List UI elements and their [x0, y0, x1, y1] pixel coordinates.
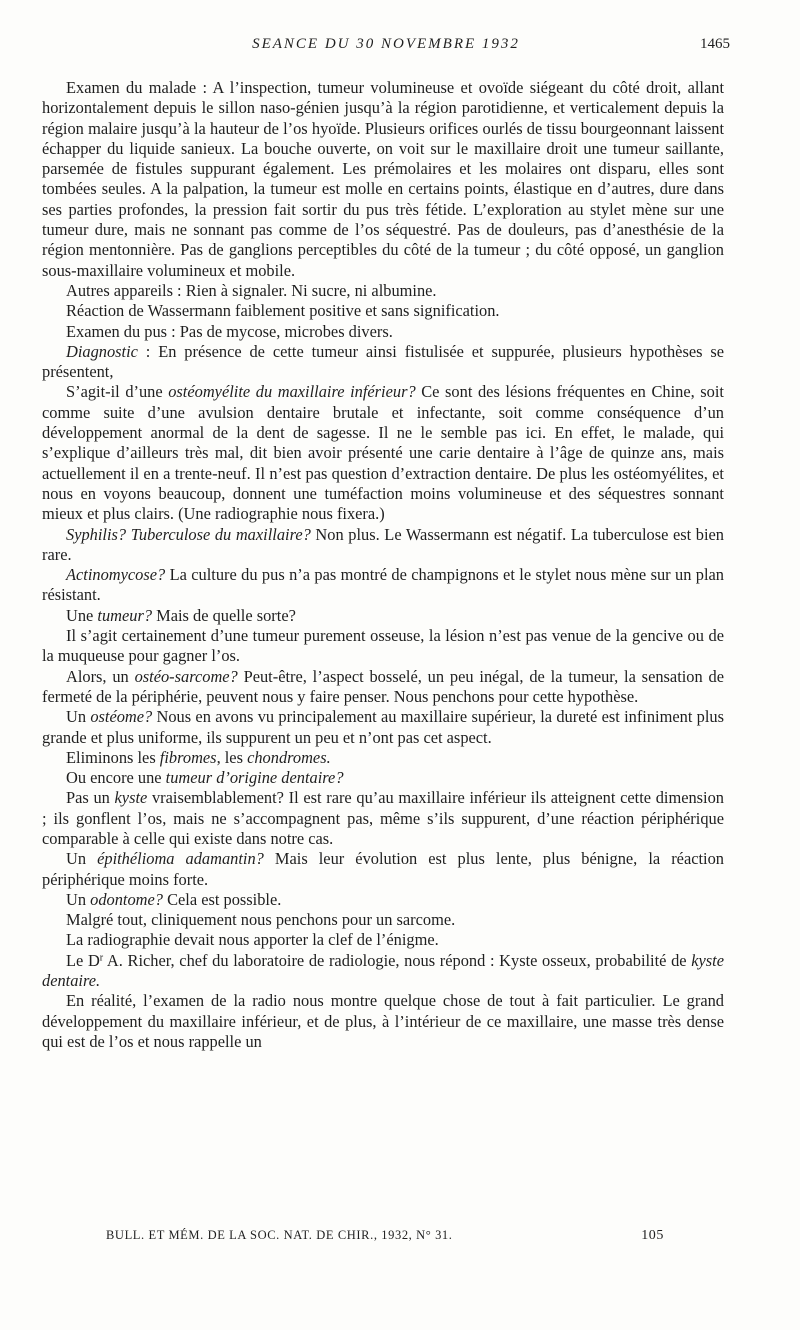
paragraph	[42, 930, 724, 950]
paragraph	[42, 910, 724, 930]
text-run: Un	[66, 889, 91, 909]
text-run: Une	[66, 605, 98, 625]
italic-text: Syphilis? Tuberculose du maxillaire?	[66, 524, 311, 544]
text-run: Alors, un	[66, 666, 135, 686]
text-run: Peut-être, l’aspect bosselé, un peu inégal, de la tumeur, la sensation de fermeté de la périphérie, peuvent nous y faire penser. Nous penchons pour cette hypothèse.	[42, 666, 724, 706]
text-run: Autres appareils : Rien à signaler. Ni sucre, ni albumine.	[66, 280, 437, 300]
text-run: Réaction de Wassermann faiblement positive et sans signification.	[66, 301, 500, 321]
paragraph	[42, 606, 724, 626]
running-title: SEANCE DU 30 NOVEMBRE 1932	[252, 36, 520, 52]
text-run: Le D	[66, 950, 100, 970]
text-run: : En présence de cette tumeur ainsi fistulisée et suppurée, plusieurs hypothèses se présentent,	[42, 341, 724, 382]
italic-text: épithélioma adamantin?	[97, 849, 264, 869]
text-run: Examen du pus : Pas de mycose, microbes divers.	[66, 321, 393, 341]
text-run: Examen du malade : A l’inspection, tumeur volumineuse et ovoïde siégeant du côté droit, allant horizontalement depuis le sillon naso-génien jusqu’à la région parotidienne, et verticalement depuis la région malaire jusqu’à la hauteur de l’os hyoïde. Plusieurs orifices ourlés de tissu bourgeonnant laissent échapper du liquide sanieux. La bouche ouverte, on voit sur le maxillaire droit une tumeur saillante, parsemée de fistules suppurant également. Les prémolaires et les molaires ont disparu, elles sont tombées seules. A la palpation, la tumeur est molle en certains points, élastique en d’autres, dure dans ses parties profondes, la pression fait sortir du pus très fétide. L’exploration au stylet mène sur une tumeur dure, mais ne sonnant pas comme de l’os séquestré. Pas de douleurs, pas d’anesthésie de la région mentonnière. Pas de ganglions perceptibles du côté de la tumeur ; du côté opposé, un ganglion sous-maxillaire volumineux et mobile.	[42, 78, 724, 280]
italic-text: chondromes.	[247, 747, 331, 767]
italic-text: ostéo-sarcome?	[134, 666, 238, 686]
page-footer	[106, 1228, 664, 1248]
text-run: Ce sont des lésions fréquentes en Chine, soit comme suite d’une avulsion dentaire brutale et infectante, soit comme conséquence d’un développement anormal de la dent de sagesse. Il ne le semble pas ici. En effet, le malade, qui s’explique d’ailleurs très mal, dit bien avoir présenté une carie dentaire à l’âge de quinze ans, mais actuellement il en a trente-neuf. Il n’est pas question d’extraction dentaire. De plus les ostéomyélites, et nous en voyons beaucoup, donnent une tuméfaction moins volumineuse et des séquestres sonnant mieux et plus clairs. (Une radiographie nous fixera.)	[42, 382, 724, 524]
text-run: Un	[66, 849, 98, 869]
text-run: En réalité, l’examen de la radio nous montre quelque chose de tout à fait particulier. Le grand développement du maxillaire inférieur, et de plus, à l’intérieur de ce maxillaire, une masse très dense qui est de l’os et nous rappelle un	[42, 991, 724, 1051]
running-header	[42, 36, 730, 60]
text-run: Nous en avons vu principalement au maxillaire supérieur, la dureté est infiniment plus grande et plus uniforme, ils suppurent un peu et n’ont pas cet aspect.	[42, 707, 724, 747]
italic-text: ostéome?	[90, 707, 153, 727]
paragraph	[42, 301, 724, 321]
superscript-text: r	[99, 952, 104, 964]
paragraph	[42, 991, 724, 1052]
paragraph	[42, 382, 724, 524]
paragraph	[42, 667, 724, 708]
journal-citation: BULL. ET MÉM. DE LA SOC. NAT. DE CHIR., 1932, N° 31.	[106, 1228, 453, 1242]
italic-text: tumeur d’origine dentaire?	[165, 768, 344, 788]
italic-text: Diagnostic	[66, 341, 138, 361]
italic-text: fibromes	[159, 747, 217, 767]
page-number: 1465	[700, 36, 730, 52]
text-run: Non plus. Le Wassermann est négatif. La tuberculose est bien rare.	[42, 524, 724, 564]
body-text	[42, 78, 724, 1052]
text-run: Eliminons les	[66, 747, 160, 767]
italic-text: Actinomycose?	[66, 565, 166, 585]
text-run: Un	[66, 707, 91, 727]
paragraph	[42, 849, 724, 890]
paragraph	[42, 890, 724, 910]
paragraph	[42, 768, 724, 788]
italic-text: tumeur?	[97, 605, 153, 625]
text-run: Pas un	[66, 788, 115, 808]
paragraph	[42, 342, 724, 383]
text-run: Mais de quelle sorte?	[152, 605, 296, 625]
paragraph	[42, 565, 724, 606]
paragraph	[42, 748, 724, 768]
text-run: Mais leur évolution est plus lente, plus bénigne, la réaction périphérique moins forte.	[42, 849, 724, 889]
text-run: La culture du pus n’a pas montré de champignons et le stylet nous mène sur un plan résistant.	[42, 565, 724, 605]
text-run: vraisemblablement? Il est rare qu’au maxillaire inférieur ils atteignent cette dimension ; ils gonflent l’os, mais ne s’accompagnent pas, même s’ils suppurent, d’une réaction périphérique comparable à celle qui existe dans notre cas.	[42, 788, 724, 848]
text-run: S’agit-il d’une	[66, 382, 169, 402]
italic-text: ostéomyélite du maxillaire inférieur?	[168, 382, 416, 402]
paragraph	[42, 788, 724, 849]
paragraph	[42, 707, 724, 748]
text-run: La radiographie devait nous apporter la clef de l’énigme.	[66, 930, 439, 950]
text-run: Malgré tout, cliniquement nous penchons pour un sarcome.	[66, 910, 456, 930]
text-run: , les	[216, 747, 248, 767]
paragraph	[42, 951, 724, 992]
paragraph	[42, 322, 724, 342]
paragraph	[42, 281, 724, 301]
text-run: A. Richer, chef du laboratoire de radiologie, nous répond : Kyste osseux, probabilité de	[103, 950, 692, 970]
signature-number: 105	[641, 1228, 664, 1243]
italic-text: kyste dentaire.	[42, 950, 724, 991]
paragraph	[42, 525, 724, 566]
text-run: Cela est possible.	[162, 889, 282, 909]
italic-text: odontome?	[90, 889, 163, 909]
text-run: Il s’agit certainement d’une tumeur purement osseuse, la lésion n’est pas venue de la gencive ou de la muqueuse pour gagner l’os.	[42, 626, 724, 666]
italic-text: kyste	[114, 788, 148, 808]
text-run: Ou encore une	[66, 768, 166, 788]
paragraph	[42, 626, 724, 667]
paragraph	[42, 78, 724, 281]
